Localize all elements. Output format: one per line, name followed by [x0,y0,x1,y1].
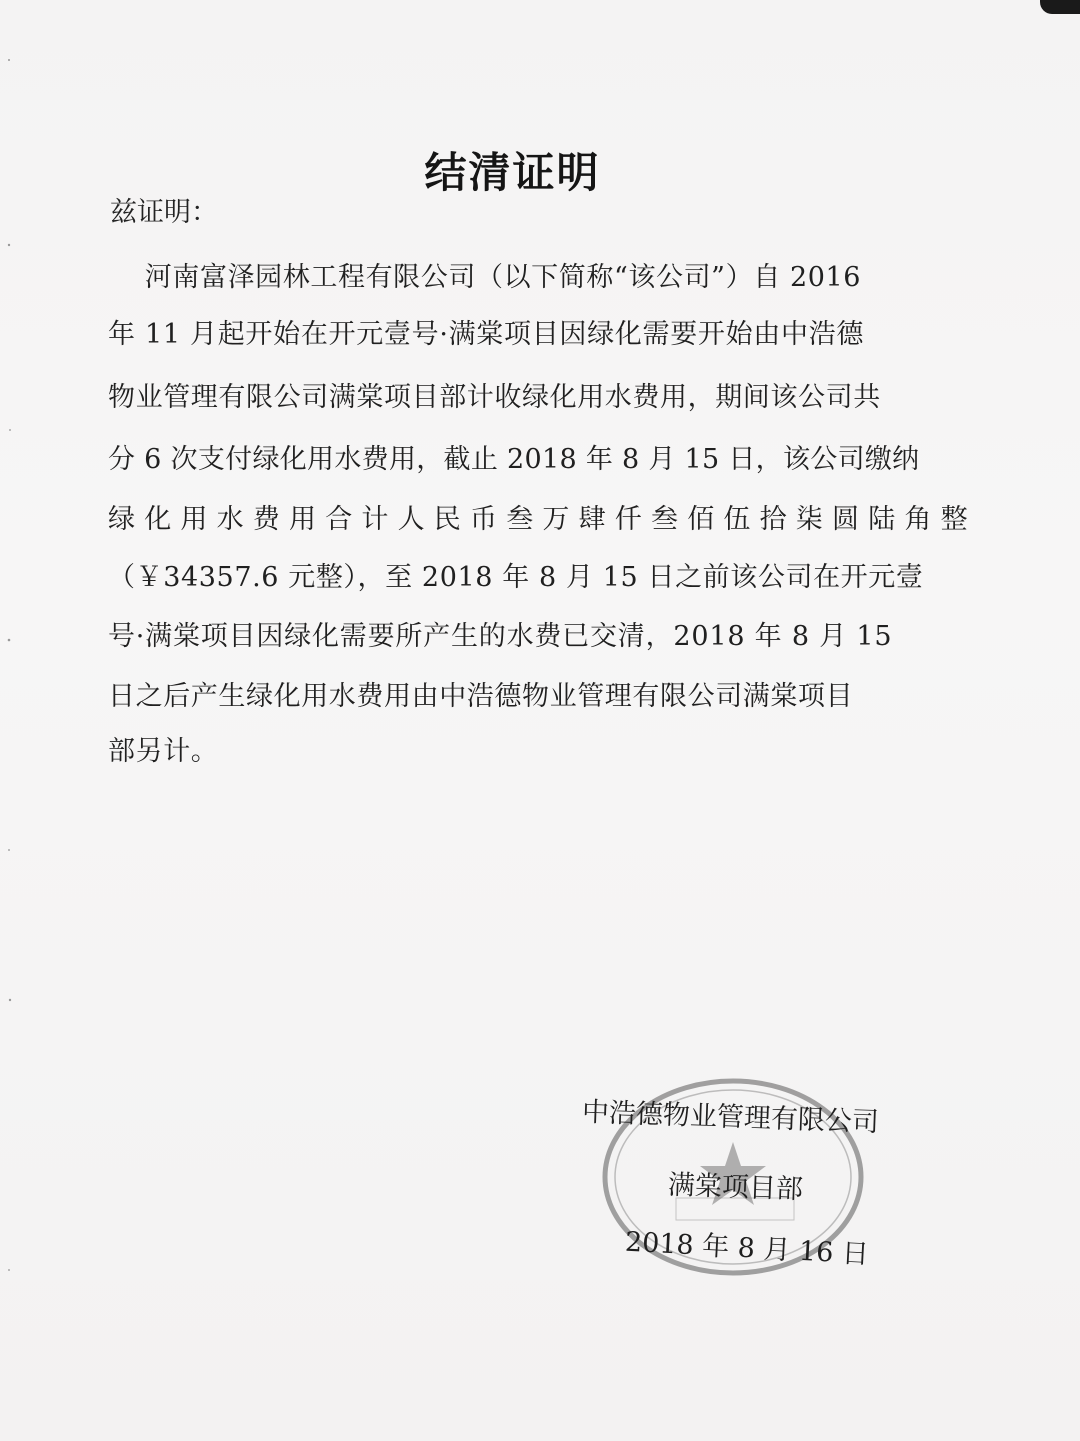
signature-department: 满棠项目部 [667,1169,804,1206]
page-corner-shadow [1040,0,1080,14]
body-line: （￥34357.6 元整），至 2018 年 8 月 15 日之前该公司在开元壹 [108,562,924,593]
scan-edge-marks [6,0,12,1441]
body-line: 绿化用水费用合计人民币叁万肆仟叁佰伍拾柒圆陆角整 [108,504,977,535]
signature-company: 中浩德物业管理有限公司 [581,1096,880,1139]
body-line: 日之后产生绿化用水费用由中浩德物业管理有限公司满棠项目 [108,681,854,712]
body-line: 分 6 次支付绿化用水费用，截止 2018 年 8 月 15 日，该公司缴纳 [108,444,920,475]
signature-date: 2018 年 8 月 16 日 [624,1226,870,1271]
body-line: 部另计。 [108,736,219,767]
body-line: 河南富泽园林工程有限公司（以下简称“该公司”）自 2016 [108,262,862,293]
salutation: 兹证明： [110,197,218,228]
body-line: 物业管理有限公司满棠项目部计收绿化用水费用，期间该公司共 [108,382,881,413]
document-title: 结清证明 [424,148,601,197]
body-line: 号·满棠项目因绿化需要所产生的水费已交清，2018 年 8 月 15 [108,621,893,652]
body-line: 年 11 月起开始在开元壹号·满棠项目因绿化需要开始由中浩德 [108,319,865,350]
